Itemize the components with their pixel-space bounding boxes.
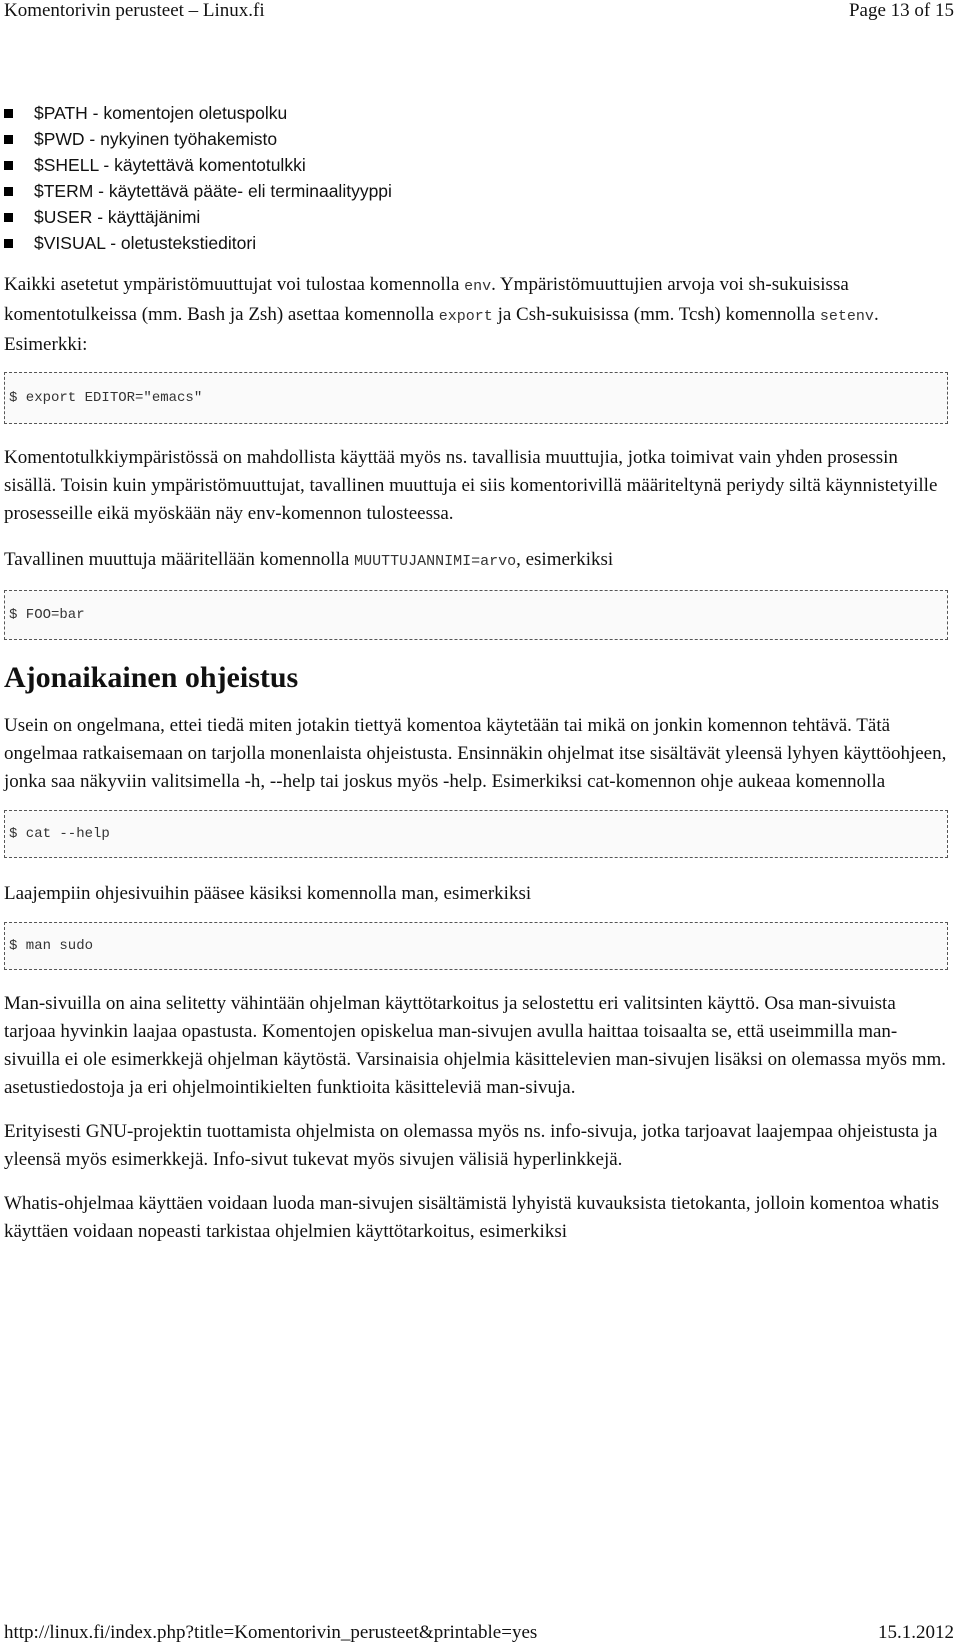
list-item: $TERM - käytettävä pääte- eli terminaalityyppi xyxy=(34,178,948,204)
page-url: http://linux.fi/index.php?title=Komentorivin_perusteet&printable=yes xyxy=(4,1622,538,1643)
square-bullet-icon xyxy=(4,109,13,118)
help-paragraph: Usein on ongelmana, ettei tiedä miten jotakin tiettyä komentoa käytetään tai mikä on jonkin komennon tehtävä. Tätä ongelmaa ratkaisemaan on tarjolla monenlaista ohjeistusta. Ensinnäkin ohjelmat itse sisältävät yleensä lyhyen käyttöohjeen, jonka saa näkyviin valitsimella -h, --help tai joskus myös -help. Esimerkiksi cat-komennon ohje aukeaa komennolla xyxy=(4,715,947,792)
info-pages-paragraph: Erityisesti GNU-projektin tuottamista ohjelmista on olemassa myös ns. info-sivuja, jotka tarjoavat laajempaa ohjeistusta ja yleensä myös esimerkkejä. Info-sivut tukevat myös sivujen välisiä hyperlinkkejä. xyxy=(4,1121,938,1170)
whatis-paragraph: Whatis-ohjelmaa käyttäen voidaan luoda man-sivujen sisältämistä lyhyistä kuvauksista tietokanta, jolloin komentoa whatis käyttäen voidaan nopeasti tarkistaa ohjelmien käyttötarkoitus, esimerkiksi xyxy=(4,1193,940,1242)
man-pages-paragraph: Man-sivuilla on aina selitetty vähintään ohjelman käyttötarkoitus ja selostettu eri valitsinten käyttö. Osa man-sivuista tarjoaa hyvinkin laajaa opastusta. Komentojen opiskelua man-sivujen avulla haittaa toisaalta se, että useimmilla man-sivuilla ei ole esimerkkejä ohjelman käytöstä. Varsinaisia ohjelmia käsittelevien man-sivujen lisäksi on olemassa myös mm. asetustiedostoja ja eri ohjelmointikielten funktioita käsitteleviä man-sivuja. xyxy=(4,993,947,1098)
code-block-foo: $ FOO=bar xyxy=(4,590,948,640)
list-item: $VISUAL - oletustekstieditori xyxy=(34,230,948,256)
inline-code: MUUTTUJANNIMI=arvo xyxy=(354,553,517,570)
inline-code: env xyxy=(464,278,492,295)
man-intro-paragraph: Laajempiin ohjesivuihin pääsee käsiksi komennolla man, esimerkiksi xyxy=(4,883,532,904)
section-heading: Ajonaikainen ohjeistus xyxy=(4,661,299,694)
inline-code: export xyxy=(438,308,493,325)
env-var-list xyxy=(4,100,948,256)
print-date: 15.1.2012 xyxy=(878,1622,954,1643)
square-bullet-icon xyxy=(4,187,13,196)
list-item: $PWD - nykyinen työhakemisto xyxy=(34,126,948,152)
list-item: $SHELL - käytettävä komentotulkki xyxy=(34,152,948,178)
page-number: Page 13 of 15 xyxy=(848,0,954,21)
square-bullet-icon xyxy=(4,213,13,222)
square-bullet-icon xyxy=(4,239,13,248)
print-footer xyxy=(4,1622,954,1644)
page-content xyxy=(4,100,948,1246)
shell-variables-paragraph: Komentotulkkiympäristössä on mahdollista käyttää myös ns. tavallisia muuttujia, jotka toimivat vain yhden prosessin sisällä. Toisin kuin ympäristömuuttujat, tavallinen muuttuja ei siis komentorivillä määriteltynä periydy siltä käynnistetyille prosesseille eikä myöskään näy env-komennon tulosteessa. xyxy=(4,447,938,524)
square-bullet-icon xyxy=(4,161,13,170)
inline-code: setenv xyxy=(819,308,874,325)
list-item: $USER - käyttäjänimi xyxy=(34,204,948,230)
square-bullet-icon xyxy=(4,135,13,144)
print-header xyxy=(4,0,954,22)
code-block-man: $ man sudo xyxy=(4,922,948,970)
list-item: $PATH - komentojen oletuspolku xyxy=(34,100,948,126)
variable-definition-paragraph: Tavallinen muuttuja määritellään komennolla MUUTTUJANNIMI=arvo, esimerkiksi xyxy=(4,549,614,570)
code-block-cat: $ cat --help xyxy=(4,810,948,858)
document-title: Komentorivin perusteet – Linux.fi xyxy=(4,0,265,21)
code-block-export: $ export EDITOR="emacs" xyxy=(4,372,948,424)
env-paragraph: Kaikki asetetut ympäristömuuttujat voi tulostaa komennolla env. Ympäristömuuttujien arvoja voi sh-sukuisissa komentotulkeissa (mm. Bash ja Zsh) asettaa komennolla export ja Csh-sukuisissa (mm. Tcsh) komennolla setenv. Esimerkki: xyxy=(4,274,879,355)
